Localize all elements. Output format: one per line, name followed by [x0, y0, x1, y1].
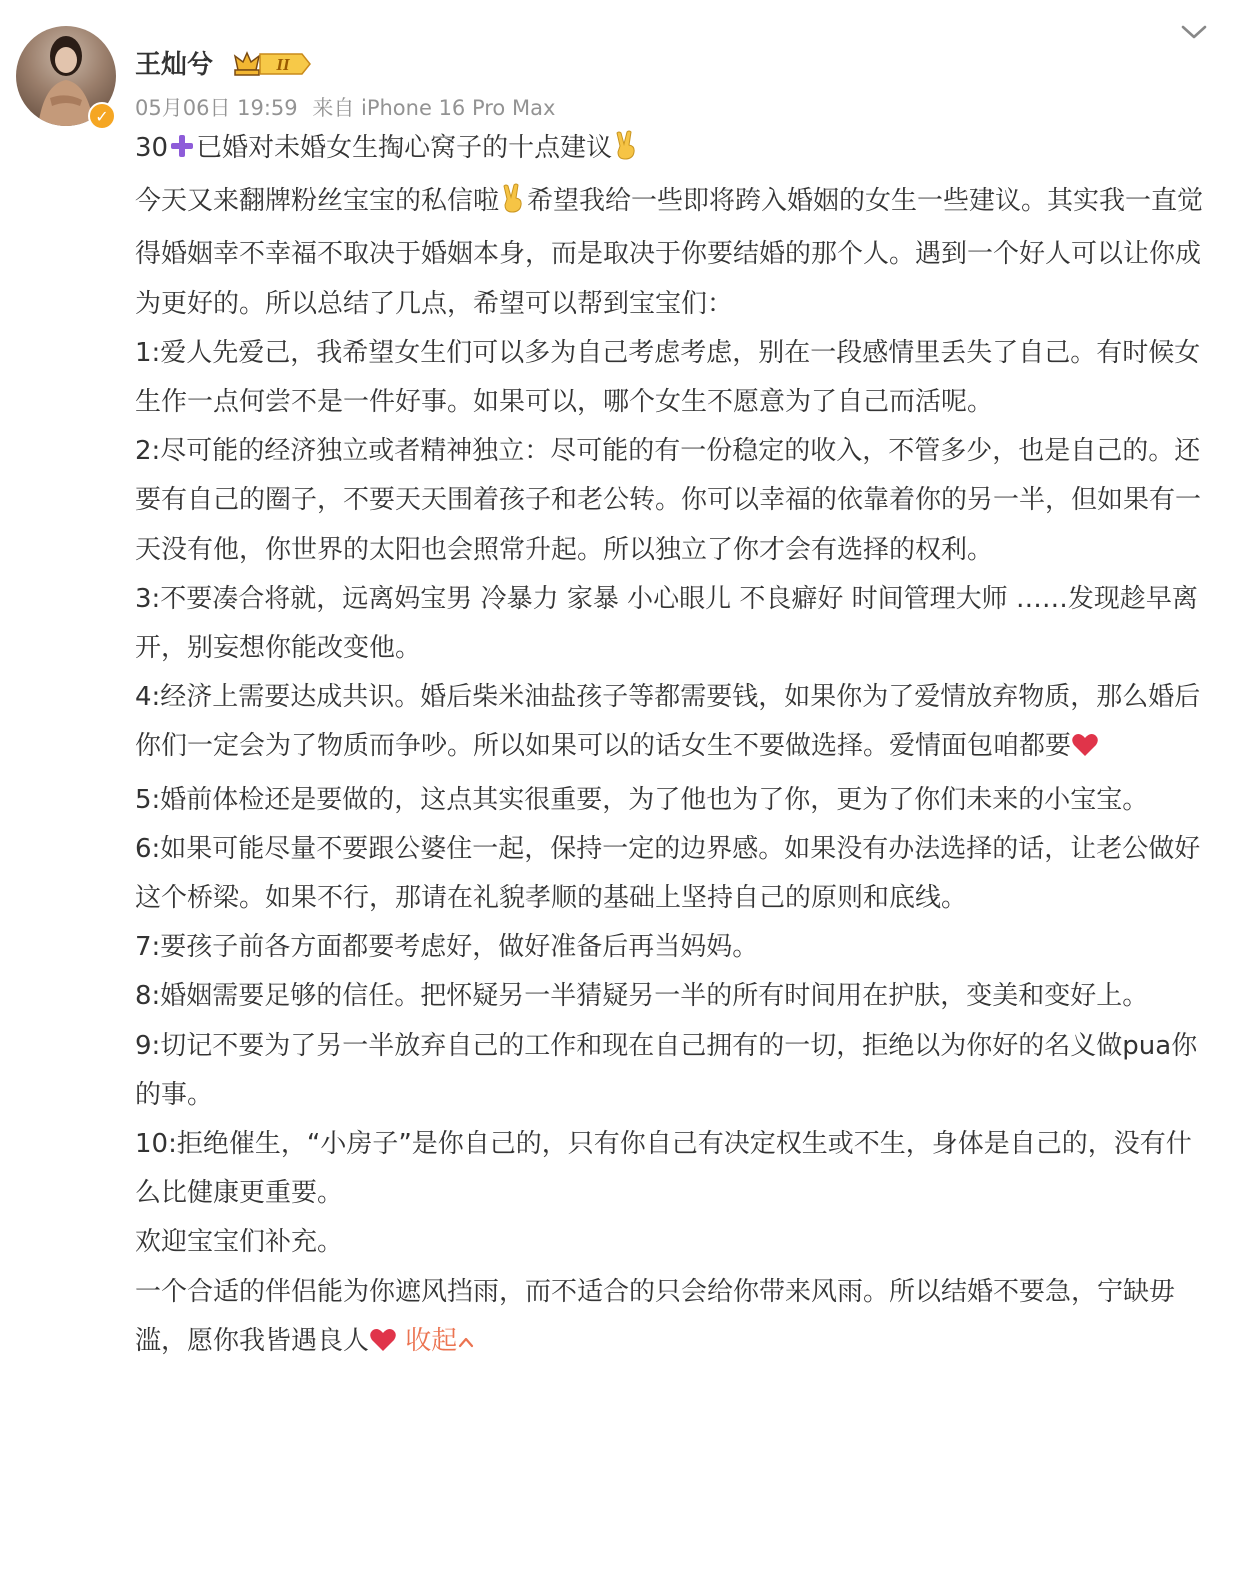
post-intro: 今天又来翻牌粉丝宝宝的私信啦 希望我给一些即将跨入婚姻的女生一些建议。其实我一直觉得婚姻幸不幸福不取决于婚姻本身，而是取决于你要结婚的那个人。遇到一个好人可以让你成为更好的。所以总结了几点，希望可以帮到宝宝们：: [135, 177, 1210, 329]
verified-badge-icon: ✓: [88, 102, 116, 130]
advice-6: 6:如果可能尽量不要跟公婆住一起，保持一定的边界感。如果没有办法选择的话，让老公做好这个桥梁。如果不行，那请在礼貌孝顺的基础上坚持自己的原则和底线。: [135, 833, 1201, 914]
post-source: 来自 iPhone 16 Pro Max: [312, 96, 556, 120]
victory-hand-emoji: [499, 181, 527, 230]
advice-5: 5:婚前体检还是要做的，这点其实很重要，为了他也为了你，更为了你们未来的小宝宝。: [135, 784, 1149, 815]
advice-2: 2:尽可能的经济独立或者精神独立：尽可能的有一份稳定的收入，不管多少，也是自己的。还要有自己的圈子，不要天天围着孩子和老公转。你可以幸福的依靠着你的另一半，但如果有一天没有他，你世界的太阳也会照常升起。所以独立了你才会有选择的权利。: [135, 436, 1202, 565]
closing-1: 欢迎宝宝们补充。: [135, 1227, 344, 1258]
collapse-button[interactable]: 收起: [405, 1326, 475, 1356]
red-heart-emoji: [369, 1321, 397, 1370]
advice-3: 3:不要凑合将就，远离妈宝男 冷暴力 家暴 小心眼儿 不良癖好 时间管理大师 ……发现趁早离开，别妄想你能改变他。: [135, 583, 1198, 664]
advice-8: 8:婚姻需要足够的信任。把怀疑另一半猜疑另一半的所有时间用在护肤，变美和变好上。: [135, 981, 1149, 1012]
closing-2: 一个合适的伴侣能为你遮风挡雨，而不适合的只会给你带来风雨。所以结婚不要急，宁缺毋滥，愿你我皆遇良人 收起: [135, 1268, 1210, 1370]
post-title: 30 已婚对未婚女生掏心窝子的十点建议: [135, 124, 1210, 177]
advice-4: 4:经济上需要达成共识。婚后柴米油盐孩子等都需要钱，如果你为了爱情放弃物质，那么婚后你们一定会为了物质而争吵。所以如果可以的话女生不要做选择。爱情面包咱都要: [135, 673, 1210, 775]
advice-10: 10:拒绝催生，“小房子”是你自己的，只有你自己有决定权生或不生，身体是自己的，没有什么比健康更重要。: [135, 1129, 1192, 1209]
crown-vip-icon[interactable]: [232, 50, 312, 82]
post-body: [135, 124, 1210, 1370]
chevron-down-icon[interactable]: [1180, 22, 1208, 46]
post-timestamp[interactable]: 05月06日 19:59: [135, 96, 298, 120]
victory-hand-emoji: [612, 128, 640, 177]
advice-9: 9:切记不要为了另一半放弃自己的工作和现在自己拥有的一切，拒绝以为你好的名义做pua你的事。: [135, 1030, 1198, 1110]
vip-level-label: II: [276, 55, 290, 74]
chevron-up-icon: [457, 1335, 475, 1349]
advice-1: 1:爱人先爱己，我希望女生们可以多为自己考虑考虑，别在一段感情里丢失了自己。有时候女生作一点何尝不是一件好事。如果可以，哪个女生不愿意为了自己而活呢。: [135, 337, 1201, 418]
post-meta: [135, 92, 563, 122]
user-name[interactable]: 王灿兮: [135, 50, 214, 80]
red-heart-emoji: [1071, 726, 1099, 775]
purple-plus-emoji: [168, 128, 196, 177]
advice-7: 7:要孩子前各方面都要考虑好，做好准备后再当妈妈。: [135, 932, 759, 963]
